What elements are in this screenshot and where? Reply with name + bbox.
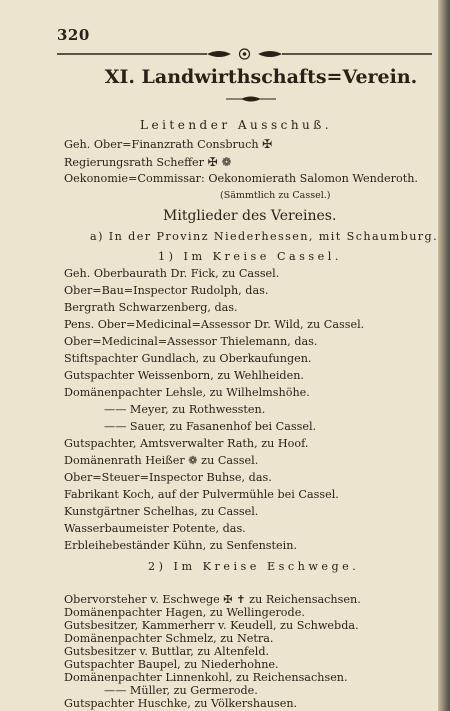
- list-item: Pens. Ober=Medicinal=Assessor Dr. Wild, zu Cassel.: [64, 318, 365, 331]
- province-heading: a) In der Provinz Niederhessen, mit Schaumburg.: [90, 230, 438, 243]
- committee-note: (Sämmtlich zu Cassel.): [220, 190, 331, 201]
- list-item: Gutspachter Baupel, zu Niederhohne.: [64, 658, 279, 671]
- list-item: Gutsbesitzer v. Buttlar, zu Altenfeld.: [64, 645, 270, 658]
- committee-member: Geh. Ober=Finanzrath Consbruch ✠: [64, 137, 273, 151]
- list-item: Bergrath Schwarzenberg, das.: [64, 301, 238, 314]
- members-heading: Mitglieder des Vereines.: [163, 208, 337, 224]
- list-item: Fabrikant Koch, auf der Pulvermühle bei Cassel.: [64, 488, 339, 501]
- list-item: Domänenpachter Schmelz, zu Netra.: [64, 632, 274, 645]
- list-item: —— Müller, zu Germerode.: [104, 684, 258, 697]
- committee-member: Oekonomie=Commissar: Oekonomierath Salomon Wenderoth.: [64, 172, 418, 185]
- list-item: —— Meyer, zu Rothwessten.: [104, 403, 266, 416]
- kreis-heading-eschwege: 2) Im Kreise Eschwege.: [148, 560, 360, 573]
- committee-member: Regierungsrath Scheffer ✠ ❁: [64, 155, 232, 169]
- list-item: Erbleihebeständer Kühn, zu Senfenstein.: [64, 539, 298, 552]
- list-item: Gutspachter, Amtsverwalter Rath, zu Hoof.: [64, 437, 309, 450]
- list-item: Wasserbaumeister Potente, das.: [64, 522, 246, 535]
- knight-cross-icon: ✠: [262, 137, 273, 151]
- list-item: Domänenpachter Linnenkohl, zu Reichensachsen.: [64, 671, 348, 684]
- list-item: Domänenrath Heißer ❁ zu Cassel.: [64, 454, 259, 467]
- order-decoration-icons: ✠ ❁: [207, 155, 232, 169]
- committee-heading: Leitender Ausschuß.: [140, 118, 333, 132]
- list-item: Obervorsteher v. Eschwege ✠ ✝ zu Reichensachsen.: [64, 593, 361, 606]
- page-number: 320: [57, 26, 90, 44]
- list-item: Ober=Steuer=Inspector Buhse, das.: [64, 471, 272, 484]
- list-item: —— Sauer, zu Fasanenhof bei Cassel.: [104, 420, 317, 433]
- section-title: XI. Landwirthschafts=Verein.: [104, 66, 418, 88]
- page-edge-shadow: [438, 0, 450, 711]
- list-item: Gutspachter Weissenborn, zu Wehlheiden.: [64, 369, 304, 382]
- title-ornament: [226, 94, 276, 104]
- list-item: Geh. Oberbaurath Dr. Fick, zu Cassel.: [64, 267, 280, 280]
- list-item: Domänenpachter Hagen, zu Wellingerode.: [64, 606, 305, 619]
- list-item: Gutsbesitzer, Kammerherr v. Keudell, zu Schwebda.: [64, 619, 359, 632]
- list-item: Kunstgärtner Schelhas, zu Cassel.: [64, 505, 259, 518]
- kreis-heading-cassel: 1) Im Kreise Cassel.: [158, 250, 342, 263]
- list-item: Domänenpachter Lehsle, zu Wilhelmshöhe.: [64, 386, 310, 399]
- header-rule-ornament: [57, 47, 432, 61]
- list-item: Ober=Medicinal=Assessor Thielemann, das.: [64, 335, 318, 348]
- list-item: Stiftspachter Gundlach, zu Oberkaufungen.: [64, 352, 312, 365]
- list-item: Ober=Bau=Inspector Rudolph, das.: [64, 284, 269, 297]
- list-item: Gutspachter Huschke, zu Völkershausen.: [64, 697, 298, 710]
